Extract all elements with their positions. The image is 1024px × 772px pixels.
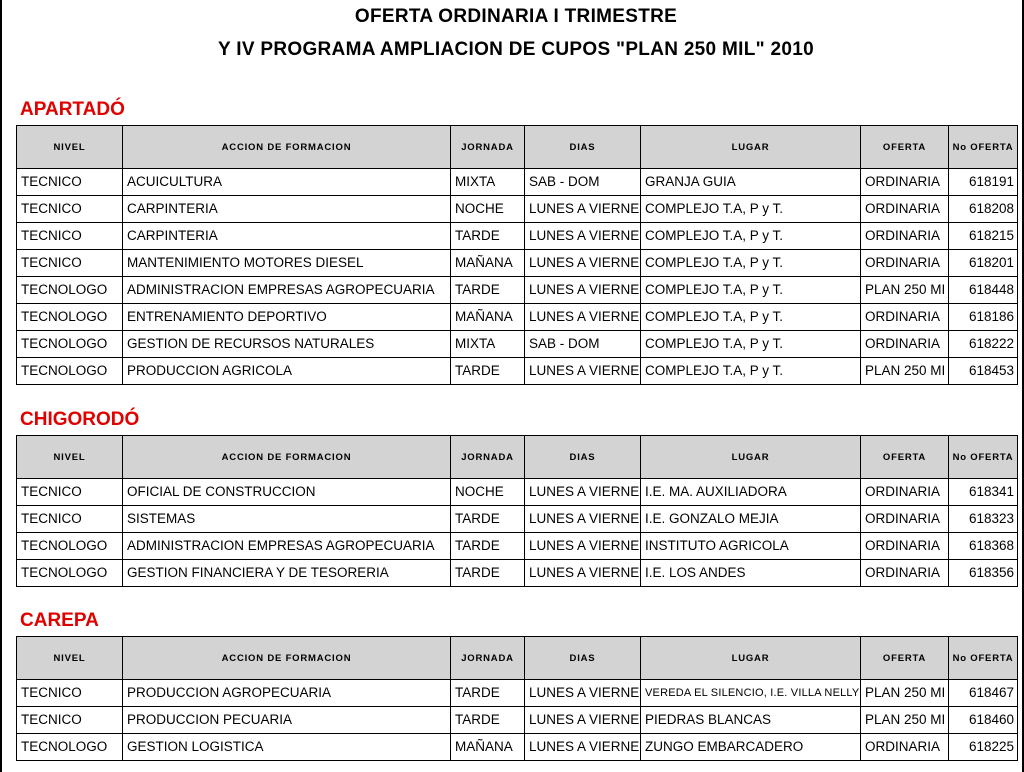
cell-lugar: I.E. LOS ANDES — [641, 560, 861, 587]
cell-nivel: TECNOLOGO — [17, 358, 123, 385]
column-header-nivel: NIVEL — [17, 436, 123, 479]
cell-nivel: TECNICO — [17, 680, 123, 707]
page-title: OFERTA ORDINARIA I TRIMESTRE — [354, 6, 678, 27]
cell-nivel: TECNOLOGO — [17, 533, 123, 560]
cell-jornada: TARDE — [451, 277, 525, 304]
cell-accion: PRODUCCION AGRICOLA — [123, 358, 451, 385]
table-row — [17, 331, 1018, 358]
cell-accion: CARPINTERIA — [123, 223, 451, 250]
cell-no-oferta: 618201 — [949, 250, 1018, 277]
table-carepa — [16, 636, 1018, 761]
cell-nivel: TECNOLOGO — [17, 331, 123, 358]
cell-dias: LUNES A VIERNE — [525, 734, 641, 761]
cell-lugar: COMPLEJO T.A, P y T. — [641, 304, 861, 331]
cell-accion: GESTION FINANCIERA Y DE TESORERIA — [123, 560, 451, 587]
cell-lugar: COMPLEJO T.A, P y T. — [641, 196, 861, 223]
cell-accion: ADMINISTRACION EMPRESAS AGROPECUARIA — [123, 277, 451, 304]
column-header-lugar: LUGAR — [641, 126, 861, 169]
cell-jornada: TARDE — [451, 680, 525, 707]
column-header-nivel: NIVEL — [17, 126, 123, 169]
cell-lugar: PIEDRAS BLANCAS — [641, 707, 861, 734]
cell-accion: MANTENIMIENTO MOTORES DIESEL — [123, 250, 451, 277]
cell-dias: LUNES A VIERNE — [525, 506, 641, 533]
cell-lugar: COMPLEJO T.A, P y T. — [641, 358, 861, 385]
table-row — [17, 358, 1018, 385]
cell-oferta: ORDINARIA — [861, 506, 949, 533]
column-header-accion: ACCION DE FORMACION — [123, 436, 451, 479]
cell-jornada: TARDE — [451, 533, 525, 560]
cell-oferta: ORDINARIA — [861, 533, 949, 560]
cell-jornada: TARDE — [451, 707, 525, 734]
cell-dias: LUNES A VIERNE — [525, 304, 641, 331]
cell-oferta: ORDINARIA — [861, 169, 949, 196]
cell-lugar: I.E. MA. AUXILIADORA — [641, 479, 861, 506]
table-body — [17, 169, 1018, 385]
cell-nivel: TECNOLOGO — [17, 277, 123, 304]
cell-no-oferta: 618460 — [949, 707, 1018, 734]
cell-accion: PRODUCCION PECUARIA — [123, 707, 451, 734]
cell-oferta: PLAN 250 MI — [861, 707, 949, 734]
table-body — [17, 680, 1018, 761]
cell-dias: LUNES A VIERNE — [525, 358, 641, 385]
cell-no-oferta: 618208 — [949, 196, 1018, 223]
column-header-oferta: OFERTA — [861, 637, 949, 680]
table-row — [17, 479, 1018, 506]
cell-no-oferta: 618225 — [949, 734, 1018, 761]
cell-lugar: COMPLEJO T.A, P y T. — [641, 223, 861, 250]
column-header-accion: ACCION DE FORMACION — [123, 126, 451, 169]
cell-no-oferta: 618215 — [949, 223, 1018, 250]
cell-accion: OFICIAL DE CONSTRUCCION — [123, 479, 451, 506]
cell-nivel: TECNICO — [17, 169, 123, 196]
table-row — [17, 277, 1018, 304]
cell-no-oferta: 618186 — [949, 304, 1018, 331]
cell-no-oferta: 618323 — [949, 506, 1018, 533]
cell-nivel: TECNOLOGO — [17, 734, 123, 761]
cell-lugar: ZUNGO EMBARCADERO — [641, 734, 861, 761]
table-row — [17, 250, 1018, 277]
column-header-accion: ACCION DE FORMACION — [123, 637, 451, 680]
section-title-apartado: APARTADÓ — [20, 99, 125, 120]
cell-no-oferta: 618467 — [949, 680, 1018, 707]
cell-dias: LUNES A VIERNE — [525, 533, 641, 560]
table-row — [17, 680, 1018, 707]
table-row — [17, 707, 1018, 734]
cell-jornada: TARDE — [451, 506, 525, 533]
column-header-dias: DIAS — [525, 637, 641, 680]
table-row — [17, 560, 1018, 587]
column-header-jornada: JORNADA — [451, 126, 525, 169]
cell-lugar: COMPLEJO T.A, P y T. — [641, 250, 861, 277]
cell-oferta: PLAN 250 MI — [861, 277, 949, 304]
column-header-oferta: OFERTA — [861, 126, 949, 169]
cell-dias: SAB - DOM — [525, 331, 641, 358]
column-header-no-oferta: No OFERTA — [949, 637, 1018, 680]
cell-dias: LUNES A VIERNE — [525, 479, 641, 506]
cell-jornada: MIXTA — [451, 169, 525, 196]
cell-oferta: ORDINARIA — [861, 196, 949, 223]
cell-nivel: TECNICO — [17, 506, 123, 533]
cell-no-oferta: 618191 — [949, 169, 1018, 196]
cell-jornada: MAÑANA — [451, 250, 525, 277]
cell-jornada: MAÑANA — [451, 734, 525, 761]
cell-dias: LUNES A VIERNE — [525, 707, 641, 734]
cell-accion: ENTRENAMIENTO DEPORTIVO — [123, 304, 451, 331]
cell-lugar: VEREDA EL SILENCIO, I.E. VILLA NELLY — [641, 680, 861, 707]
cell-oferta: ORDINARIA — [861, 560, 949, 587]
cell-accion: PRODUCCION AGROPECUARIA — [123, 680, 451, 707]
cell-oferta: ORDINARIA — [861, 304, 949, 331]
table-apartado — [16, 125, 1018, 385]
column-header-no-oferta: No OFERTA — [949, 126, 1018, 169]
column-header-dias: DIAS — [525, 436, 641, 479]
cell-accion: ADMINISTRACION EMPRESAS AGROPECUARIA — [123, 533, 451, 560]
cell-no-oferta: 618356 — [949, 560, 1018, 587]
section-title-chigorodo: CHIGORODÓ — [20, 409, 140, 430]
cell-lugar: INSTITUTO AGRICOLA — [641, 533, 861, 560]
cell-dias: LUNES A VIERNE — [525, 277, 641, 304]
table-header-row — [17, 436, 1018, 479]
column-header-lugar: LUGAR — [641, 436, 861, 479]
table-chigorodo — [16, 435, 1018, 587]
table-row — [17, 304, 1018, 331]
cell-oferta: ORDINARIA — [861, 331, 949, 358]
section-title-carepa: CAREPA — [20, 610, 99, 631]
column-header-jornada: JORNADA — [451, 436, 525, 479]
cell-jornada: TARDE — [451, 223, 525, 250]
cell-oferta: ORDINARIA — [861, 250, 949, 277]
cell-nivel: TECNOLOGO — [17, 304, 123, 331]
cell-accion: SISTEMAS — [123, 506, 451, 533]
cell-jornada: TARDE — [451, 560, 525, 587]
cell-nivel: TECNICO — [17, 250, 123, 277]
cell-lugar: I.E. GONZALO MEJIA — [641, 506, 861, 533]
cell-no-oferta: 618453 — [949, 358, 1018, 385]
table-row — [17, 223, 1018, 250]
cell-nivel: TECNICO — [17, 223, 123, 250]
cell-dias: LUNES A VIERNE — [525, 680, 641, 707]
cell-jornada: NOCHE — [451, 479, 525, 506]
column-header-jornada: JORNADA — [451, 637, 525, 680]
cell-no-oferta: 618448 — [949, 277, 1018, 304]
cell-dias: LUNES A VIERNE — [525, 560, 641, 587]
cell-oferta: ORDINARIA — [861, 223, 949, 250]
column-header-dias: DIAS — [525, 126, 641, 169]
cell-jornada: MIXTA — [451, 331, 525, 358]
table-header-row — [17, 126, 1018, 169]
cell-nivel: TECNICO — [17, 707, 123, 734]
table-row — [17, 506, 1018, 533]
cell-no-oferta: 618222 — [949, 331, 1018, 358]
cell-lugar: GRANJA GUIA — [641, 169, 861, 196]
cell-oferta: ORDINARIA — [861, 479, 949, 506]
cell-no-oferta: 618368 — [949, 533, 1018, 560]
cell-nivel: TECNOLOGO — [17, 560, 123, 587]
table-row — [17, 533, 1018, 560]
table-row — [17, 196, 1018, 223]
cell-oferta: ORDINARIA — [861, 734, 949, 761]
cell-jornada: TARDE — [451, 358, 525, 385]
cell-accion: GESTION LOGISTICA — [123, 734, 451, 761]
cell-dias: LUNES A VIERNE — [525, 223, 641, 250]
cell-lugar: COMPLEJO T.A, P y T. — [641, 331, 861, 358]
cell-nivel: TECNICO — [17, 479, 123, 506]
column-header-no-oferta: No OFERTA — [949, 436, 1018, 479]
page-border-left — [0, 0, 2, 772]
column-header-nivel: NIVEL — [17, 637, 123, 680]
table-row — [17, 734, 1018, 761]
cell-jornada: NOCHE — [451, 196, 525, 223]
table-row — [17, 169, 1018, 196]
cell-nivel: TECNICO — [17, 196, 123, 223]
cell-dias: SAB - DOM — [525, 169, 641, 196]
column-header-lugar: LUGAR — [641, 637, 861, 680]
cell-lugar: COMPLEJO T.A, P y T. — [641, 277, 861, 304]
cell-oferta: PLAN 250 MI — [861, 680, 949, 707]
table-header-row — [17, 637, 1018, 680]
page-subtitle: Y IV PROGRAMA AMPLIACION DE CUPOS "PLAN 250 MIL" 2010 — [218, 39, 814, 60]
cell-accion: ACUICULTURA — [123, 169, 451, 196]
cell-jornada: MAÑANA — [451, 304, 525, 331]
cell-no-oferta: 618341 — [949, 479, 1018, 506]
cell-accion: CARPINTERIA — [123, 196, 451, 223]
cell-accion: GESTION DE RECURSOS NATURALES — [123, 331, 451, 358]
cell-dias: LUNES A VIERNE — [525, 250, 641, 277]
table-body — [17, 479, 1018, 587]
column-header-oferta: OFERTA — [861, 436, 949, 479]
cell-dias: LUNES A VIERNE — [525, 196, 641, 223]
cell-oferta: PLAN 250 MI — [861, 358, 949, 385]
